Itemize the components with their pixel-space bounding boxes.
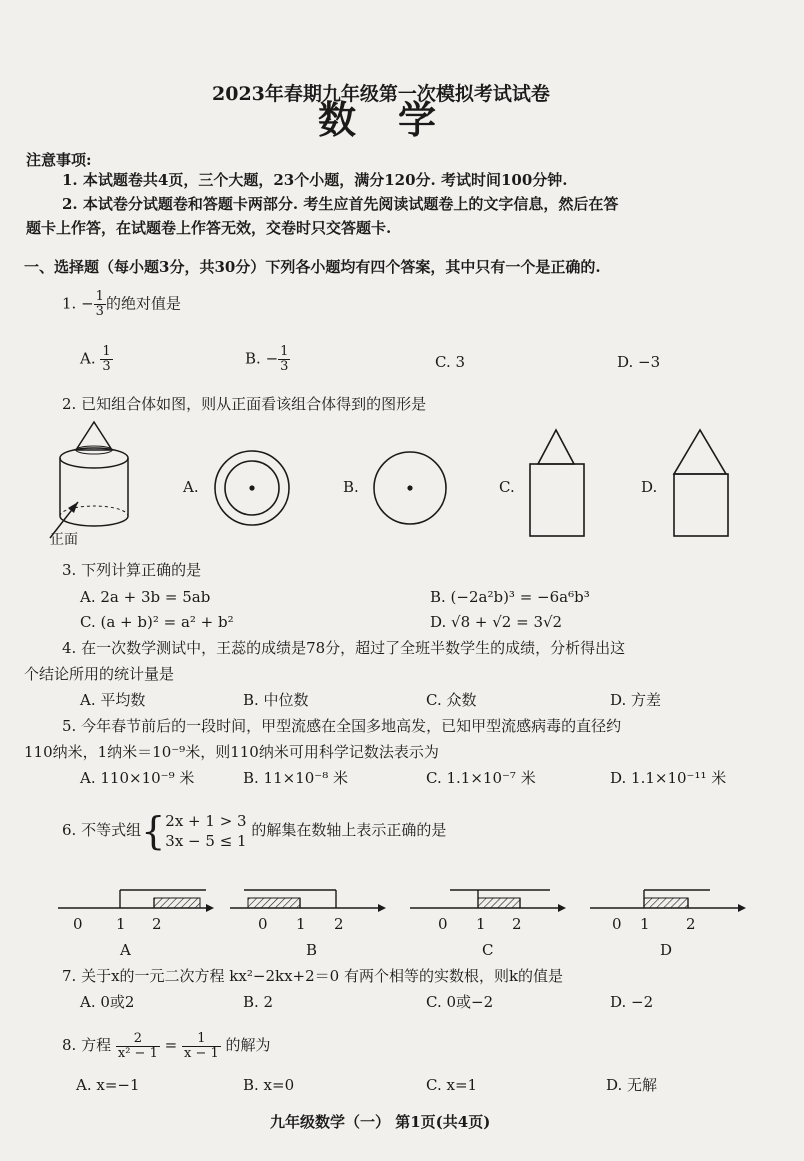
question-5-cont: 110纳米，1纳米＝10⁻⁹米，则110纳米可用科学记数法表示为 [24, 743, 439, 761]
front-view-label: 正面 [50, 532, 78, 548]
tick-label-2: 2 [334, 915, 344, 933]
option-label-c: C [482, 941, 494, 959]
subject-title: 数学 [318, 97, 479, 142]
tick-label-1: 1 [640, 915, 650, 933]
tick-label-1: 1 [296, 915, 306, 933]
q3-option-a: A. 2a + 3b = 5ab [80, 588, 211, 606]
q4-option-d: D. 方差 [610, 691, 662, 709]
question-6: 6. 不等式组{ 2x + 1 > 3 3x − 5 ≤ 1 的解集在数轴上表示正确的是 [62, 809, 447, 853]
q8-option-c: C. x=1 [426, 1076, 478, 1094]
tick-label-2: 2 [686, 915, 696, 933]
q1-option-d: D. −3 [617, 353, 661, 371]
number-line-option-b [230, 882, 390, 942]
tick-label-1: 1 [476, 915, 486, 933]
tick-label-0: 0 [438, 915, 448, 933]
option-label-a: A [120, 941, 131, 959]
notice-heading: 注意事项: [26, 151, 92, 169]
question-1: 1. − $\frac{1}{3}$ 的绝对值是 [62, 289, 181, 319]
q2-option-c: C. [499, 478, 515, 496]
question-3: 3. 下列计算正确的是 [62, 561, 202, 579]
question-4: 4. 在一次数学测试中，王蕊的成绩是78分，超过了全班半数学生的成绩，分析得出这 [62, 639, 626, 657]
notice-item-1: 1. 本试题卷共4页，三个大题，23个小题，满分120分. 考试时间100分钟. [62, 171, 568, 189]
tick-label-0: 0 [258, 915, 268, 933]
q7-option-d: D. −2 [610, 993, 654, 1011]
section-heading: 一、选择题（每小题3分，共30分）下列各小题均有四个答案，其中只有一个是正确的. [24, 258, 601, 276]
option-label-d: D [660, 941, 673, 959]
q4-option-a: A. 平均数 [80, 691, 146, 709]
q8-option-a: A. x=−1 [76, 1076, 140, 1094]
question-2: 2. 已知组合体如图，则从正面看该组合体得到的图形是 [62, 395, 427, 413]
question-5: 5. 今年春节前后的一段时间，甲型流感在全国多地高发，已知甲型流感病毒的直径约 [62, 717, 622, 735]
q2-option-a: A. [183, 478, 199, 496]
q7-option-a: A. 0或2 [80, 993, 135, 1011]
q1-option-b: B. − $\frac{1}{3}$ [245, 344, 289, 374]
q8-option-b: B. x=0 [243, 1076, 295, 1094]
q1-option-c: C. 3 [435, 353, 466, 371]
notice-item-2: 2. 本试卷分试题卷和答题卡两部分. 考生应首先阅读试题卷上的文字信息，然后在答 [62, 195, 619, 213]
q2-option-b: B. [343, 478, 359, 496]
q7-option-c: C. 0或−2 [426, 993, 494, 1011]
q5-option-c: C. 1.1×10⁻⁷ 米 [426, 769, 536, 787]
option-label-b: B [306, 941, 318, 959]
question-7: 7. 关于x的一元二次方程 kx²−2kx+2＝0 有两个相等的实数根，则k的值是 [62, 967, 564, 985]
option-d-triangle-on-rect [672, 426, 742, 546]
tick-label-0: 0 [73, 915, 83, 933]
q8-option-d: D. 无解 [606, 1076, 658, 1094]
q2-option-d: D. [641, 478, 658, 496]
question-4-cont: 个结论所用的统计量是 [24, 665, 175, 683]
option-a-double-circle [212, 448, 292, 528]
q4-option-b: B. 中位数 [243, 691, 309, 709]
tick-label-1: 1 [116, 915, 126, 933]
q4-option-c: C. 众数 [426, 691, 477, 709]
q5-option-d: D. 1.1×10⁻¹¹ 米 [610, 769, 727, 787]
question-8: 8. 方程 $\frac{2}{\text{x² − 1}}$ = $\frac{1}{x - 1}$ 的解为 [62, 1030, 271, 1061]
q3-option-d: D. √8 + √2 = 3√2 [430, 613, 563, 631]
notice-item-2-cont: 题卡上作答，在试题卷上作答无效，交卷时只交答题卡. [26, 219, 392, 237]
q3-option-b: B. (−2a²b)³ = −6a⁶b³ [430, 588, 590, 606]
option-b-circle [372, 448, 452, 528]
fraction: $\frac{1}{3}$ [95, 289, 104, 319]
exam-title: 2023年春期九年级第一次模拟考试试卷 [212, 83, 550, 105]
q7-option-b: B. 2 [243, 993, 274, 1011]
tick-label-2: 2 [512, 915, 522, 933]
page-footer: 九年级数学（一） 第1页(共4页) [270, 1113, 491, 1131]
combined-solid-figure [40, 420, 150, 545]
q5-option-b: B. 11×10⁻⁸ 米 [243, 769, 349, 787]
option-c-triangle-on-rect [528, 426, 598, 546]
number-line-option-c [410, 882, 570, 942]
tick-label-2: 2 [152, 915, 162, 933]
q1-option-a: A. $\frac{1}{3}$ [80, 344, 111, 374]
tick-label-0: 0 [612, 915, 622, 933]
q3-option-c: C. (a + b)² = a² + b² [80, 613, 234, 631]
q5-option-a: A. 110×10⁻⁹ 米 [80, 769, 195, 787]
